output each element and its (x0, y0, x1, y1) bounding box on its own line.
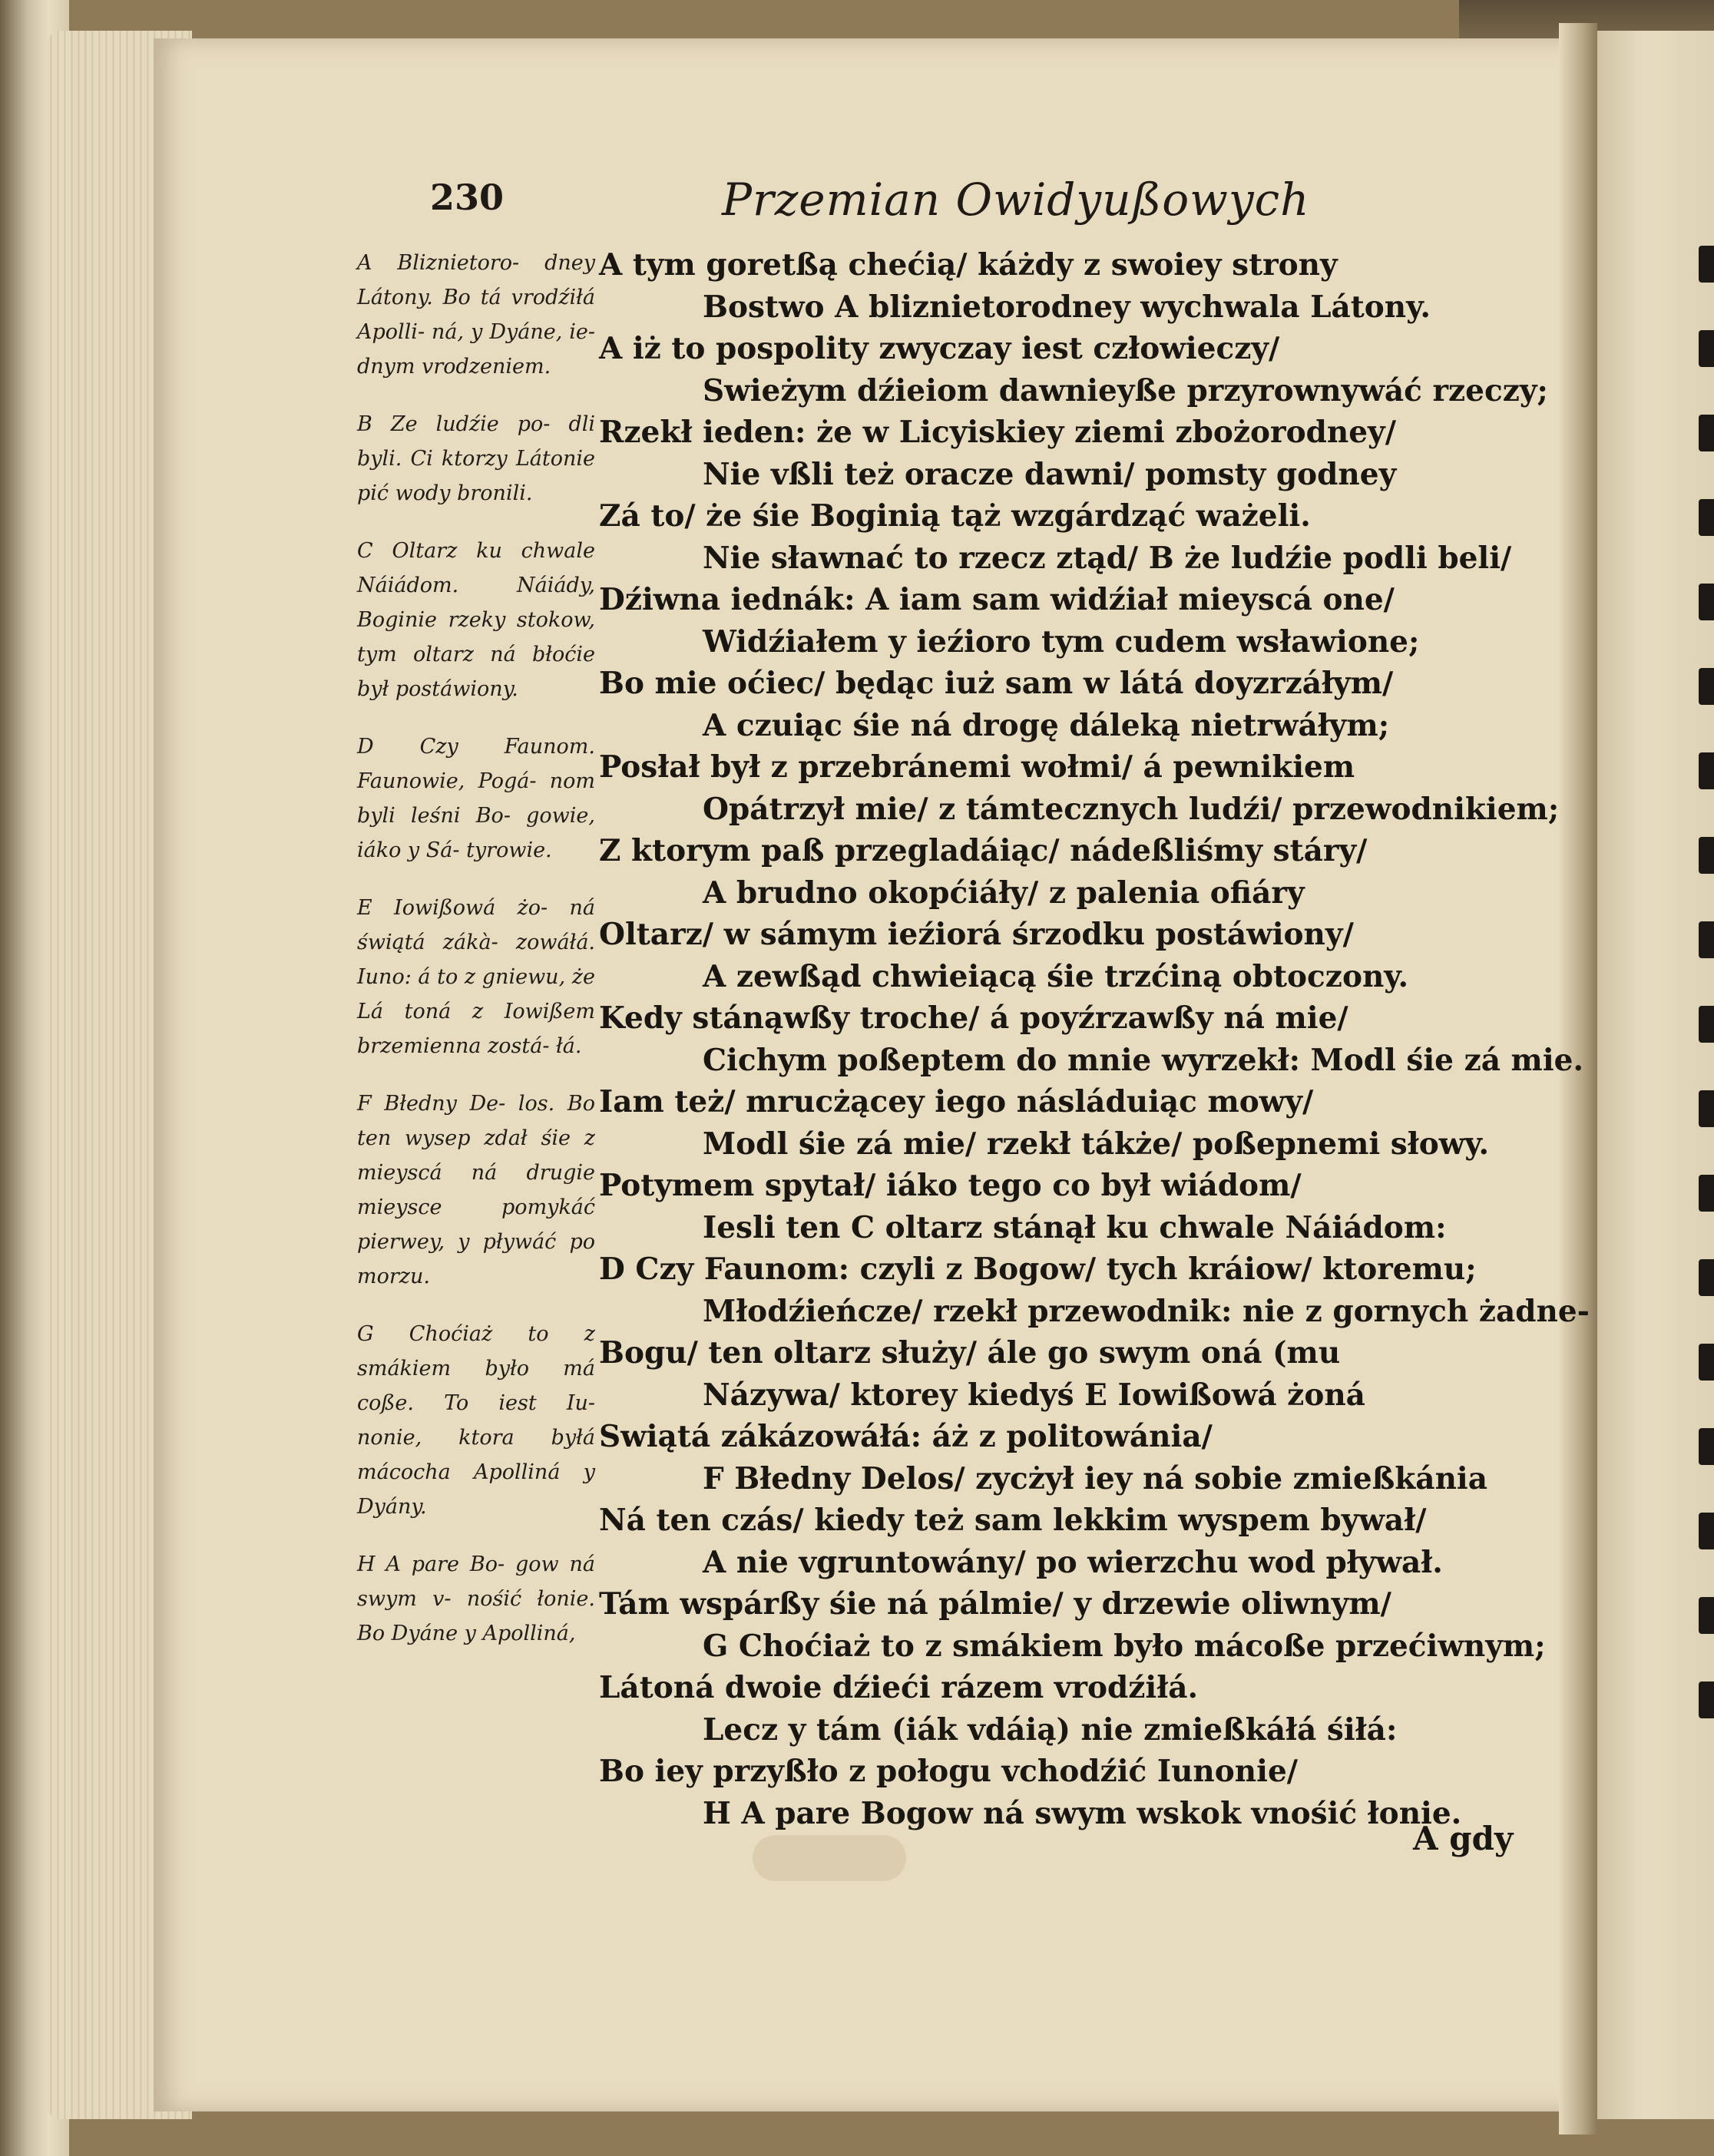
verse-line: D Czy Faunom: czyli z Bogow/ tych kráiow/ ktoremu; (599, 1252, 1477, 1287)
margin-note: G Choćiaż to z smákiem było má coße. To iest Iu- nonie, ktora byłá mácocha Apolliná y Dyány. (357, 1322, 595, 1519)
verse-line: Posłał był z przebránemi wołmi/ á pewnikiem (599, 749, 1355, 785)
verse-line: Iam też/ mrucżącey iego násláduiąc mowy/ (599, 1084, 1314, 1119)
margin-note: E Iowißowá żo- ná świątá zákà- zowáłá. Iuno: á to z gniewu, że Lá toná z Iowißem brzemienna zostá- łá. (357, 896, 595, 1058)
margin-note: C Oltarz ku chwale Náiádom. Náiády, Boginie rzeky stokow, tym oltarz ná błoćie był postáwiony. (357, 539, 595, 701)
verse-line: A zewßąd chwieiącą śie trzćiną obtoczony. (703, 958, 1409, 994)
verse-line: Swiątá zákázowáłá: áż z politowánia/ (599, 1419, 1213, 1454)
facing-page-glyph (1699, 1259, 1714, 1296)
facing-page-glyph (1699, 752, 1714, 789)
facing-page-glyph (1699, 1681, 1714, 1718)
verse-line: Zá to/ że śie Boginią tąż wzgárdząć ważeli. (599, 498, 1311, 534)
facing-page-glyph (1699, 1175, 1714, 1212)
page-number: 230 (430, 177, 505, 218)
verse-line: Potymem spytał/ iáko tego co był wiádom/ (599, 1168, 1302, 1203)
verse-line: Kedy stánąwßy troche/ á poyźrzawßy ná mie/ (599, 1000, 1348, 1036)
running-title: Przemian Owidyußowych (722, 174, 1310, 226)
catchword: A gdy (1413, 1820, 1514, 1857)
verse-line: Oltarz/ w sámym ieźiorá śrzodku postáwiony/ (599, 917, 1354, 952)
facing-page-letters (1699, 246, 1714, 1751)
verse-line: Iesli ten C oltarz stánął ku chwale Náiádom: (703, 1209, 1447, 1245)
verse-line: A iż to pospolity zwyczay iest człowieczy/ (599, 331, 1280, 366)
facing-page-glyph (1699, 330, 1714, 367)
verse-line: Bogu/ ten oltarz służy/ ále go swym oná (mu (599, 1335, 1341, 1371)
verse-line: A nie vgruntowány/ po wierzchu wod pływał. (703, 1544, 1443, 1580)
verse-line: Tám wspárßy śie ná pálmie/ y drzewie oliwnym/ (599, 1586, 1391, 1622)
verse-line: Látoná dwoie dźieći rázem vrodźiłá. (599, 1670, 1199, 1705)
verse-line: Młodźieńcze/ rzekł przewodnik: nie z gornych żadne- (703, 1293, 1590, 1329)
facing-page-glyph (1699, 837, 1714, 874)
facing-page-glyph (1699, 1513, 1714, 1549)
verse-line: Lecz y tám (iák vdáią) nie zmießkáłá śiłá: (703, 1711, 1398, 1748)
facing-page-glyph (1699, 584, 1714, 620)
verse-line: Nie vßli też oracze dawni/ pomsty godney (703, 456, 1397, 492)
verse-line: Z ktorym paß przegladáiąc/ nádeßliśmy stáry/ (599, 833, 1368, 868)
verse-line: Bo mie oćiec/ będąc iuż sam w látá doyzrzáłym/ (599, 666, 1394, 701)
margin-note: D Czy Faunom. Faunowie, Pogá- nom byli leśni Bo- gowie, iáko y Sá- tyrowie. (357, 735, 595, 862)
verse-line: Dźiwna iednák: A iam sam widźiał mieyscá one/ (599, 582, 1395, 617)
facing-page-glyph (1699, 921, 1714, 958)
facing-page-glyph (1699, 668, 1714, 705)
verse-line: Modl śie zá mie/ rzekł tákże/ poßepnemi słowy. (703, 1126, 1490, 1162)
verse-line: Názywa/ ktorey kiedyś E Iowißowá żoná (703, 1377, 1365, 1413)
verse-line: A tym goretßą chećią/ káżdy z swoiey strony (599, 247, 1338, 283)
verse-line: Cichym poßeptem do mnie wyrzekł: Modl śie zá mie. (703, 1042, 1584, 1078)
page-header (430, 169, 1559, 238)
margin-notes (357, 246, 595, 1674)
margin-note: H A pare Bo- gow ná swym v- nośić łonie. Bo Dyáne y Apolliná, (357, 1553, 595, 1645)
facing-page-glyph (1699, 1006, 1714, 1043)
margin-note: B Ze ludźie po- dli byli. Ci ktorzy Látonie pić wody bronili. (357, 412, 595, 505)
verse-line: Swieżym dźieiom dawnieyße przyrownywáć rzeczy; (703, 372, 1548, 408)
facing-page-glyph (1699, 246, 1714, 283)
facing-page-glyph (1699, 1344, 1714, 1381)
verse-line: Opátrzył mie/ z támtecznych ludźi/ przewodnikiem; (703, 791, 1560, 827)
verse-line: Widźiałem y ieźioro tym cudem wsławione; (703, 623, 1420, 660)
verse-line: G Choćiaż to z smákiem było mácoße przećiwnym; (703, 1628, 1546, 1664)
verse-line: Rzekł ieden: że w Licyiskiey ziemi zbożorodney/ (599, 415, 1396, 450)
verse-line: A brudno okopćiáły/ z palenia ofiáry (703, 875, 1305, 911)
facing-page-glyph (1699, 499, 1714, 536)
verse-line: Bo iey przyßło z połogu vchodźić Iunonie/ (599, 1754, 1299, 1789)
verse-line: A czuiąc śie ná drogę dáleką nietrwáłym; (703, 707, 1390, 743)
verse-line: Bostwo A bliznietorodney wychwala Látony. (703, 289, 1431, 325)
facing-page-edge (1597, 31, 1714, 2119)
verse-line: H A pare Bogow ná swym wskok vnośić łonie. (703, 1795, 1462, 1831)
verse-line: Nie sławnać to rzecz ztąd/ B że ludźie podli beli/ (703, 540, 1512, 576)
facing-page-glyph (1699, 1428, 1714, 1465)
verse-line: Ná ten czás/ kiedy też sam lekkim wyspem bywał/ (599, 1503, 1427, 1538)
paper-stain (753, 1835, 906, 1881)
margin-note: F Błedny De- los. Bo ten wysep zdał śie z mieyscá ná drugie mieysce pomykáć pierwey, y pływáć po morzu. (357, 1092, 595, 1288)
verse-column (599, 244, 1590, 1834)
margin-note: A Bliznietoro- dney Látony. Bo tá vrodźiłá Apolli- ná, y Dyáne, ie- dnym vrodzeniem. (357, 251, 595, 379)
facing-page-glyph (1699, 1597, 1714, 1634)
facing-page-glyph (1699, 415, 1714, 451)
facing-page-glyph (1699, 1090, 1714, 1127)
verse-line: F Błedny Delos/ zycżył iey ná sobie zmießkánia (703, 1460, 1488, 1496)
